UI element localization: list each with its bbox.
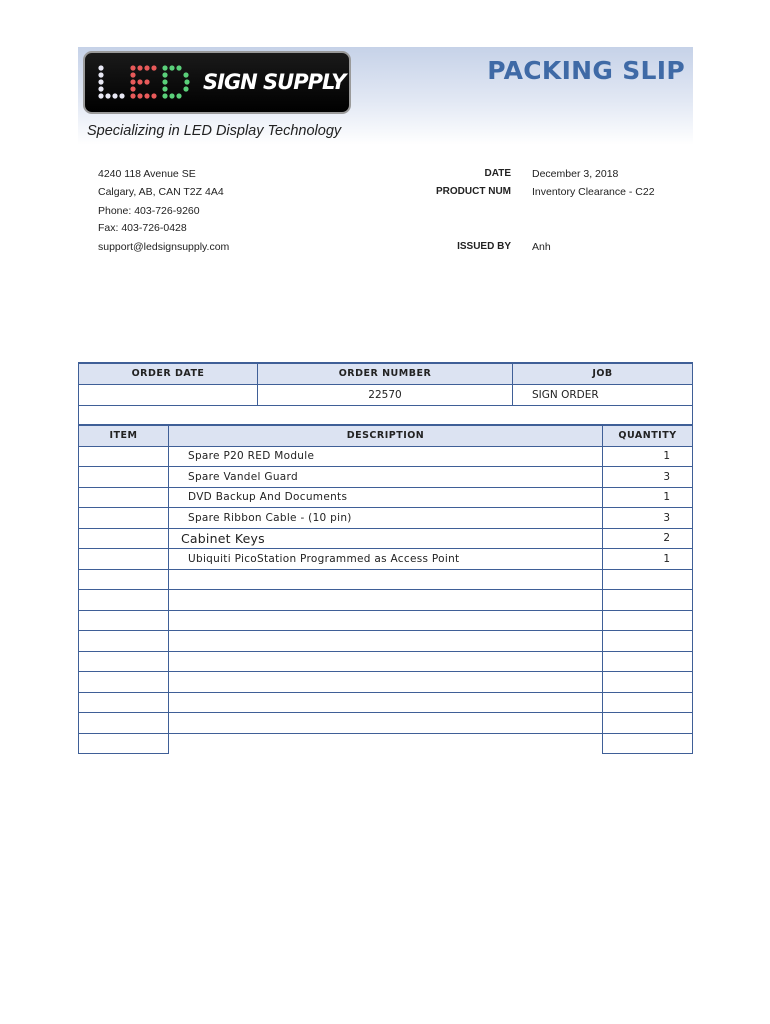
table-row [79, 467, 693, 488]
company-phone: Phone: 403-726-9260 [98, 205, 200, 217]
issued-by-value: Anh [532, 241, 551, 253]
date-value: December 3, 2018 [532, 168, 619, 180]
table-row [79, 528, 693, 549]
empty-row [79, 733, 693, 754]
item-cell [79, 549, 169, 570]
company-address-line1: 4240 118 Avenue SE [98, 168, 196, 180]
order-number-value: 22570 [258, 384, 513, 405]
empty-row [79, 651, 693, 672]
item-cell [79, 528, 169, 549]
quantity-cell: 1 [603, 549, 693, 570]
table-row [79, 487, 693, 508]
spacer-row [79, 405, 693, 425]
table-row [79, 549, 693, 570]
company-email: support@ledsignsupply.com [98, 241, 230, 253]
empty-row [79, 631, 693, 652]
description-cell: Spare Vandel Guard [169, 467, 603, 488]
description-cell: Spare P20 RED Module [169, 446, 603, 467]
order-date-header: ORDER DATE [79, 363, 258, 384]
page-title: PACKING SLIP [487, 56, 685, 85]
empty-row [79, 610, 693, 631]
quantity-cell: 3 [603, 467, 693, 488]
description-cell: Cabinet Keys [169, 528, 603, 549]
empty-row [79, 692, 693, 713]
job-value: SIGN ORDER [513, 384, 693, 405]
quantity-cell: 1 [603, 487, 693, 508]
item-header: ITEM [79, 425, 169, 446]
company-address-line2: Calgary, AB, CAN T2Z 4A4 [98, 186, 224, 198]
description-cell: DVD Backup And Documents [169, 487, 603, 508]
description-header: DESCRIPTION [169, 425, 603, 446]
items-table [78, 424, 693, 754]
date-label: DATE [484, 168, 511, 179]
order-info-table [78, 362, 693, 425]
led-dot-logo-icon [97, 64, 193, 100]
quantity-cell: 1 [603, 446, 693, 467]
product-num-label: PRODUCT NUM [436, 186, 511, 197]
tagline: Specializing in LED Display Technology [87, 123, 342, 139]
table-row [79, 508, 693, 529]
item-cell [79, 487, 169, 508]
quantity-cell: 3 [603, 508, 693, 529]
table-row [79, 446, 693, 467]
empty-row [79, 672, 693, 693]
item-cell [79, 508, 169, 529]
quantity-cell: 2 [603, 528, 693, 549]
logo-text: SIGN SUPPLY [203, 70, 346, 94]
item-cell [79, 446, 169, 467]
description-cell: Ubiquiti PicoStation Programmed as Access Point [169, 549, 603, 570]
product-num-value: Inventory Clearance - C22 [532, 186, 655, 198]
item-cell [79, 467, 169, 488]
job-header: JOB [513, 363, 693, 384]
empty-row [79, 569, 693, 590]
company-fax: Fax: 403-726-0428 [98, 222, 187, 234]
order-number-header: ORDER NUMBER [258, 363, 513, 384]
issued-by-label: ISSUED BY [457, 241, 511, 252]
quantity-header: QUANTITY [603, 425, 693, 446]
empty-row [79, 713, 693, 734]
order-date-value [79, 384, 258, 405]
empty-row [79, 590, 693, 611]
company-logo [83, 51, 351, 114]
description-cell: Spare Ribbon Cable - (10 pin) [169, 508, 603, 529]
